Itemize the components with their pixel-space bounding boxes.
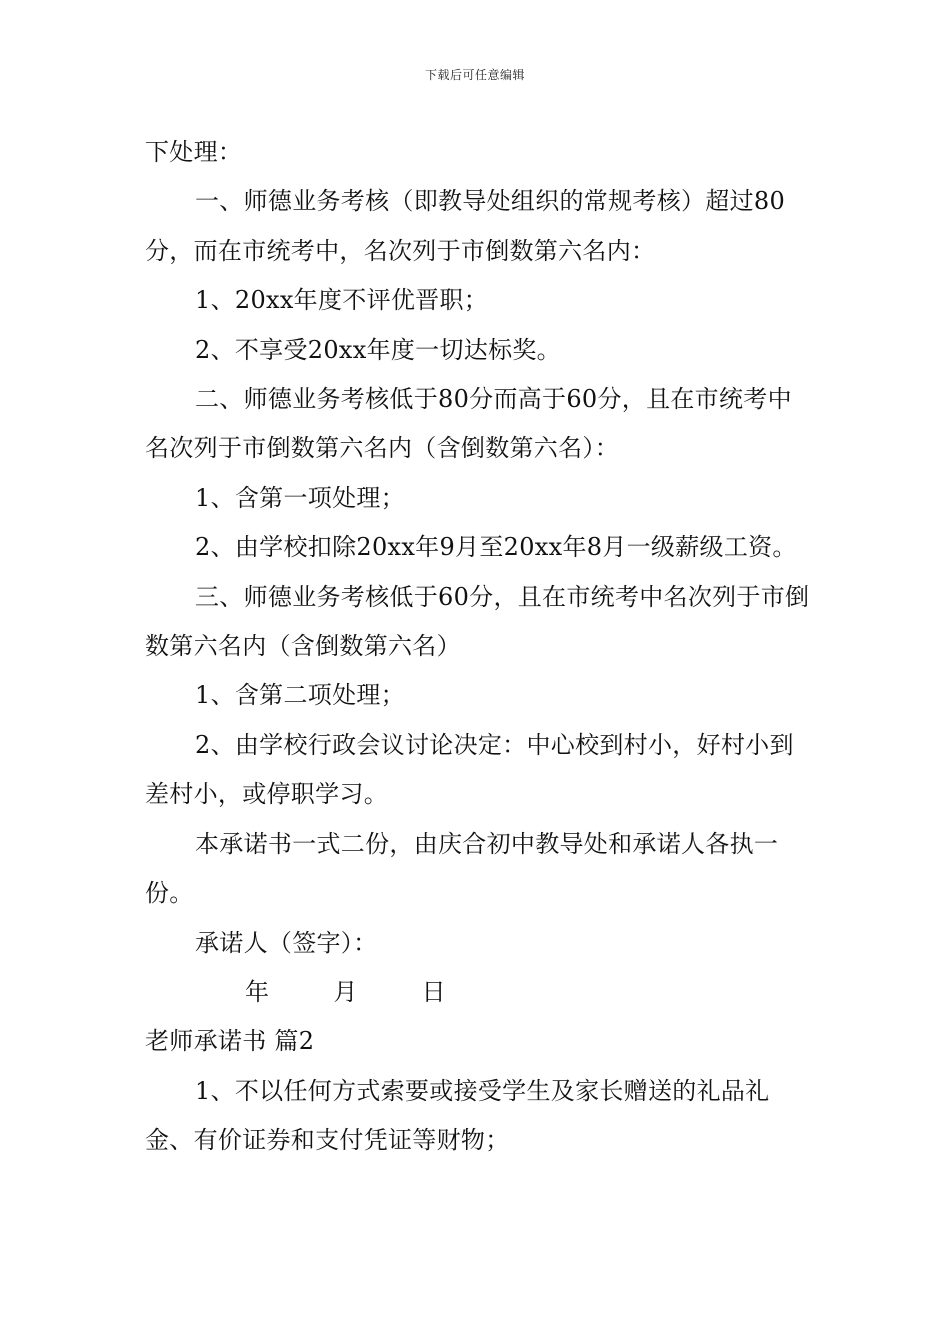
paragraph: 本承诺书一式二份，由庆合初中教导处和承诺人各执一份。	[145, 829, 779, 908]
paragraph: 1、20xx年度不评优晋职；	[195, 286, 489, 315]
section-title: 老师承诺书 篇2	[145, 1027, 315, 1056]
paragraph: 2、由学校行政会议讨论决定：中心校到村小，好村小到差村小，或停职学习。	[145, 730, 794, 809]
paragraph: 二、师德业务考核低于80分而高于60分，且在市统考中名次列于市倒数第六名内（含倒数第六名）：	[145, 385, 792, 463]
signature-line: 承诺人（签字）：	[195, 928, 378, 957]
date-month: 月	[333, 977, 358, 1006]
paragraph: 2、不享受20xx年度一切达标奖。	[195, 335, 561, 364]
document-body	[145, 128, 810, 1166]
date-day: 日	[421, 977, 446, 1006]
date-year: 年	[245, 977, 270, 1006]
date-line	[145, 968, 810, 1017]
paragraph: 1、含第二项处理；	[195, 681, 405, 710]
paragraph: 三、师德业务考核低于60分，且在市统考中名次列于市倒数第六名内（含倒数第六名）	[145, 582, 810, 661]
paragraph: 1、含第一项处理；	[195, 483, 405, 512]
paragraph: 一、师德业务考核（即教导处组织的常规考核）超过80分，而在市统考中，名次列于市倒数第六名内：	[145, 187, 786, 265]
page-header: 下载后可任意编辑	[424, 68, 525, 82]
paragraph: 2、由学校扣除20xx年9月至20xx年8月一级薪级工资。	[195, 533, 797, 562]
paragraph: 下处理：	[145, 138, 243, 166]
paragraph: 1、不以任何方式索要或接受学生及家长赠送的礼品礼金、有价证券和支付凭证等财物；	[145, 1076, 770, 1155]
